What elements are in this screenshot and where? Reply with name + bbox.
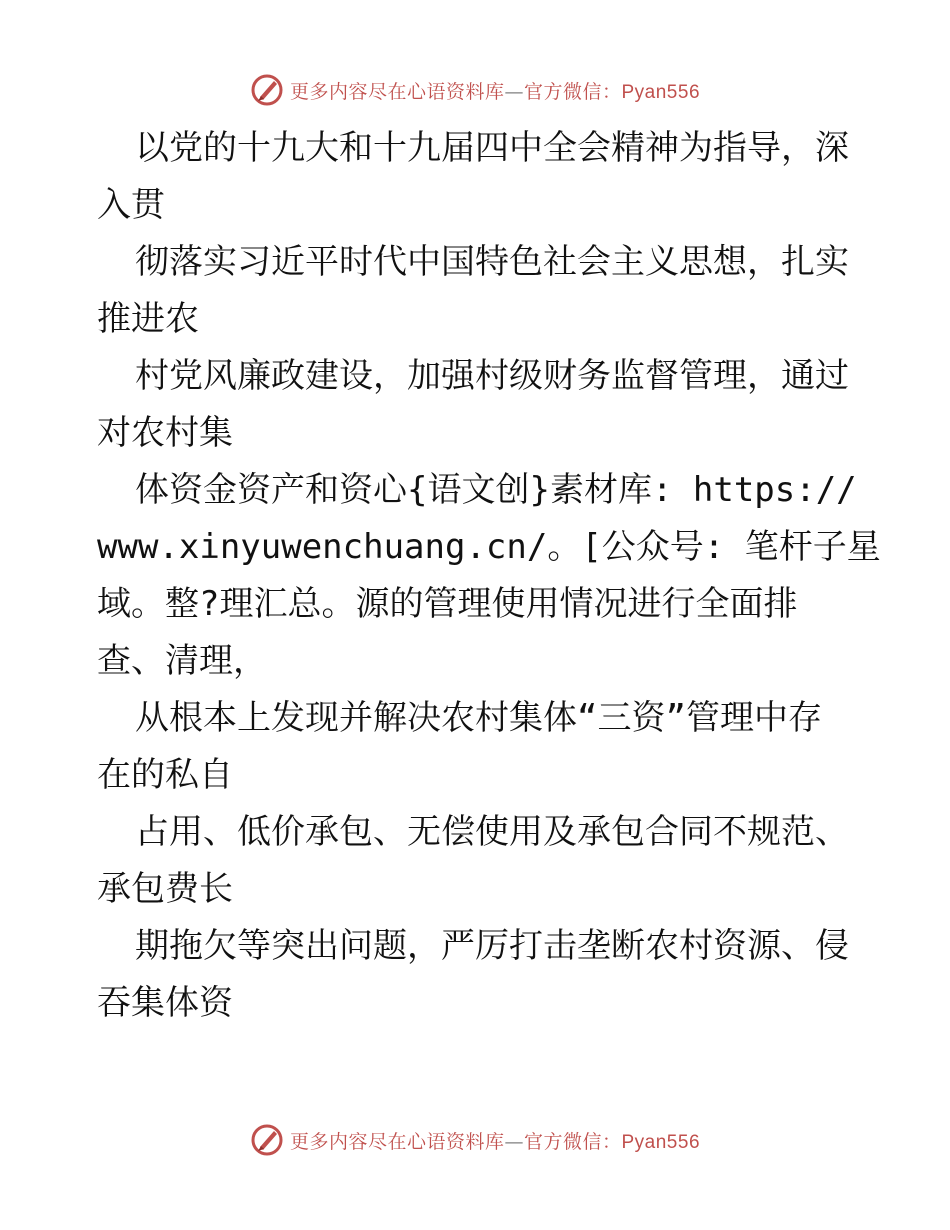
body-line: 吞集体资 [97, 983, 233, 1023]
quill-pen-logo-icon [250, 73, 284, 107]
banner-separator: — [504, 80, 524, 103]
header-banner [0, 70, 950, 110]
body-line: 村党风廉政建设，加强村级财务监督管理，通过 [135, 356, 849, 396]
banner-wechat-id: Pyan556 [621, 1131, 701, 1153]
header-banner-text [290, 77, 700, 104]
body-line: 入贯 [97, 185, 165, 225]
body-line: 以党的十九大和十九届四中全会精神为指导，深 [135, 128, 849, 168]
banner-wechat-id: Pyan556 [621, 81, 701, 103]
banner-site-text: 更多内容尽在心语资料库 [289, 80, 505, 103]
body-line: 对农村集 [97, 413, 233, 453]
body-line: 域。整?理汇总。源的管理使用情况进行全面排 [97, 584, 798, 624]
body-line: 在的私自 [97, 755, 233, 795]
quill-pen-logo-icon [250, 1123, 284, 1157]
body-line: 期拖欠等突出问题，严厉打击垄断农村资源、侵 [135, 926, 849, 966]
body-line: 查、清理， [97, 641, 267, 681]
banner-wechat-label: 官方微信： [523, 1130, 622, 1153]
body-line: 承包费长 [97, 869, 233, 909]
body-line: 体资金资产和资心{语文创}素材库: https:// [135, 470, 857, 510]
body-line: www.xinyuwenchuang.cn/。[公众号: 笔杆子星 [97, 527, 881, 567]
footer-banner [0, 1120, 950, 1160]
body-text [97, 120, 881, 1032]
banner-site-text: 更多内容尽在心语资料库 [289, 1130, 505, 1153]
banner-wechat-label: 官方微信： [523, 80, 622, 103]
banner-separator: — [504, 1130, 524, 1153]
footer-banner-text [290, 1127, 700, 1154]
body-line: 彻落实习近平时代中国特色社会主义思想，扎实 [135, 242, 849, 282]
body-line: 推进农 [97, 299, 199, 339]
body-line: 从根本上发现并解决农村集体“三资”管理中存 [135, 698, 822, 738]
body-line: 占用、低价承包、无偿使用及承包合同不规范、 [135, 812, 849, 852]
